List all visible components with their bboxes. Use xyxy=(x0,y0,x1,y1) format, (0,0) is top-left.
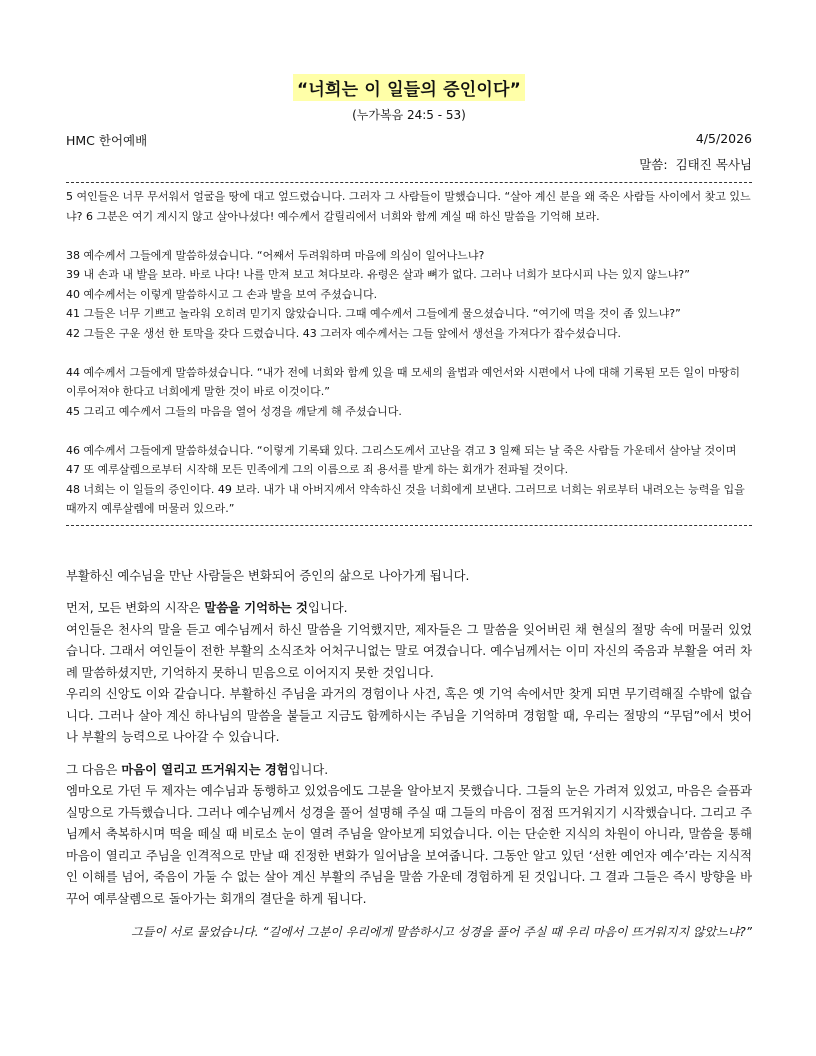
verse-spacer xyxy=(66,226,752,246)
verse-47: 47 또 예루살렘으로부터 시작해 모든 민족에게 그의 이름으로 죄 용서를 받게 하는 회개가 전파될 것이다. xyxy=(66,463,569,476)
sermon-body xyxy=(66,566,752,911)
organization-name: HMC 한어예배 xyxy=(66,133,148,148)
verse-44: 44 예수께서 그들에게 말씀하셨습니다. “내가 전에 너희와 함께 있을 때 모세의 율법과 예언서와 시편에서 나에 대해 기록된 모든 일이 마땅히 이루어져야 한다고 너희에게 말한 것이 바로 이것이다.” xyxy=(66,365,741,398)
paragraph-spacer xyxy=(66,749,752,760)
point-1-heading xyxy=(66,598,752,620)
point-2-suffix: 입니다. xyxy=(288,762,329,777)
point-1-paragraph-1: 여인들은 천사의 말을 듣고 예수님께서 하신 말씀을 기억했지만, 제자들은 그 말씀을 잊어버린 채 현실의 절망 속에 머물러 있었습니다. 그래서 여인들이 전한 부활의 소식조차 어처구니없는 말로 여겼습니다. 예수님께서는 이미 자신의 죽음과 부활을 여러 차례 말씀하셨지만, 기억하지 못하니 믿음으로 이어지지 못한 것입니다. xyxy=(66,622,752,680)
verse-41: 41 그들은 너무 기쁘고 놀라워 오히려 믿기지 않았습니다. 그때 예수께서 그들에게 물으셨습니다. “여기에 먹을 것이 좀 있느냐?” xyxy=(66,307,681,320)
verse-spacer xyxy=(66,343,752,363)
verse-group-1: 5 여인들은 너무 무서워서 얼굴을 땅에 대고 엎드렸습니다. 그러자 그 사람들이 말했습니다. “살아 계신 분을 왜 죽은 사람들 사이에서 찾고 있느냐? 6 그분은 여기 계시지 않고 살아나셨다! 예수께서 갈릴리에서 너희와 함께 계실 때 하신 말씀을 기억해 보라. xyxy=(66,190,751,223)
service-date: 4/5/2026 xyxy=(695,131,752,146)
point-1-prefix: 먼저, 모든 변화의 시작은 xyxy=(66,601,205,615)
closing-quote: 그들이 서로 물었습니다. “길에서 그분이 우리에게 말씀하시고 성경을 풀어 주실 때 우리 마음이 뜨거워지지 않았느냐?” xyxy=(131,925,752,939)
verse-46: 46 예수께서 그들에게 말씀하셨습니다. “이렇게 기록돼 있다. 그리스도께서 고난을 겪고 3 일째 되는 날 죽은 사람들 가운데서 살아날 것이며 xyxy=(66,443,737,457)
speaker-name: 김태진 목사님 xyxy=(675,157,752,172)
sermon-title: “너희는 이 일들의 증인이다” xyxy=(293,74,525,101)
verse-40: 40 예수께서는 이렇게 말씀하시고 그 손과 발을 보여 주셨습니다. xyxy=(66,287,378,301)
scripture-reference: (누가복음 24:5 - 53) xyxy=(352,108,466,122)
speaker-label: 말씀: xyxy=(639,157,668,172)
verse-spacer xyxy=(66,421,752,441)
point-2-heading xyxy=(66,760,752,782)
meta-row xyxy=(66,131,752,149)
paragraph-spacer xyxy=(66,587,752,598)
point-2-prefix: 그 다음은 xyxy=(66,762,122,777)
title-block xyxy=(66,74,752,101)
point-2-paragraph-1: 엠마오로 가던 두 제자는 예수님과 동행하고 있었음에도 그분을 알아보지 못했습니다. 그들의 눈은 가려져 있었고, 마음은 슬픔과 실망으로 가득했습니다. 그러나 예수님께서 성경을 풀어 설명해 주실 때 그들의 마음이 점점 뜨거워지기 시작했습니다. 그리고 주님께서 축복하시며 떡을 떼실 때 비로소 눈이 열려 주님을 알아보게 되었습니다. 이는 단순한 지식의 차원이 아니라, 말씀을 통해 마음이 열리고 주님을 인격적으로 만날 때 진정한 변화가 일어남을 보여줍니다. 그동안 알고 있던 ‘선한 예언자 예수’라는 지식적인 이해를 넘어, 죽음이 가둘 수 없는 살아 계신 부활의 주님을 말씀 가운데 경험하게 된 것입니다. 그 결과 그들은 즉시 방향을 바꾸어 예루살렘으로 돌아가는 회개의 결단을 하게 됩니다. xyxy=(66,784,753,906)
point-1-suffix: 입니다. xyxy=(307,601,348,615)
divider-bottom xyxy=(66,525,752,526)
verse-38: 38 예수께서 그들에게 말씀하셨습니다. “어째서 두려워하며 마음에 의심이 일어나느냐? xyxy=(66,248,485,262)
verse-42-43: 42 그들은 구운 생선 한 토막을 갖다 드렸습니다. 43 그러자 예수께서는 그들 앞에서 생선을 가져다가 잡수셨습니다. xyxy=(66,326,621,340)
verse-39: 39 내 손과 내 발을 보라. 바로 나다! 나를 만져 보고 쳐다보라. 유령은 살과 뼈가 없다. 그러나 너희가 보다시피 나는 있지 않느냐?” xyxy=(66,268,690,281)
point-1-paragraph-2: 우리의 신앙도 이와 같습니다. 부활하신 주님을 과거의 경험이나 사건, 혹은 옛 기억 속에서만 찾게 되면 무기력해질 수밖에 없습니다. 그러나 살아 계신 하나님의 말씀을 붙들고 지금도 함께하시는 주님을 기억하며 경험할 때, 우리는 절망의 “무덤”에서 벗어나 부활의 능력으로 나아갈 수 있습니다. xyxy=(66,687,752,744)
sermon-intro: 부활하신 예수님을 만난 사람들은 변화되어 증인의 삶으로 나아가게 됩니다. xyxy=(66,568,470,583)
point-1-emphasis: 말씀을 기억하는 것 xyxy=(204,601,308,615)
scripture-passage xyxy=(66,187,752,519)
divider-top xyxy=(66,182,752,183)
speaker-line xyxy=(66,155,752,173)
verse-45: 45 그리고 예수께서 그들의 마음을 열어 성경을 깨닫게 해 주셨습니다. xyxy=(66,404,402,418)
verse-48-49: 48 너희는 이 일들의 증인이다. 49 보라. 내가 내 아버지께서 약속하신 것을 너희에게 보낸다. 그러므로 너희는 위로부터 내려오는 능력을 입을 때까지 예루살렘에 머물러 있으라.” xyxy=(66,482,745,515)
point-2-emphasis: 마음이 열리고 뜨거워지는 경험 xyxy=(121,762,289,777)
bulletin-page xyxy=(66,74,752,944)
